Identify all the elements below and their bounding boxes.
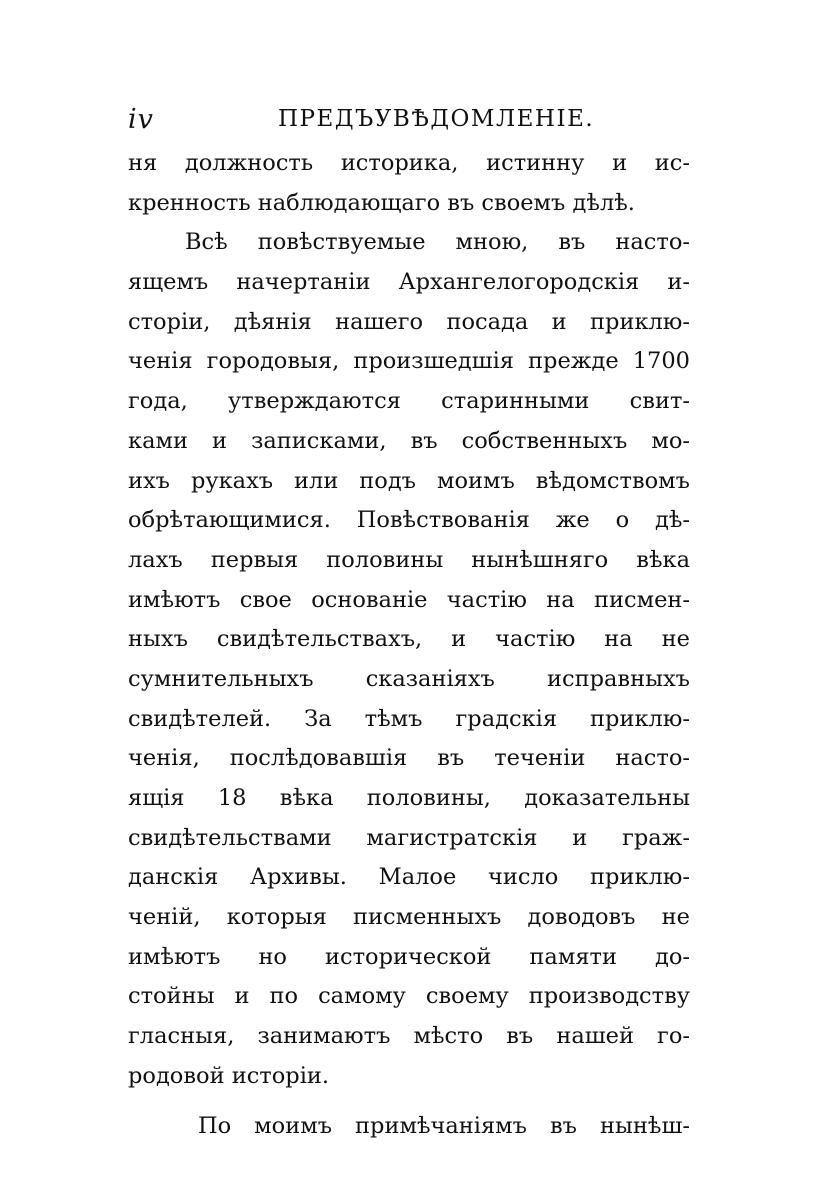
text-line: ящія 18 вѣка половины, доказательны — [128, 785, 690, 811]
text-line: свидѣтельствами магистратскія и граж- — [128, 824, 690, 851]
text-line: обрѣтающимися. Повѣствованія же о дѣ- — [128, 507, 690, 534]
text-line: стойны и по самому своему производству — [128, 983, 690, 1010]
text-line: ныхъ свидѣтельствахъ, и частію на не — [128, 626, 690, 653]
text-line: года, утверждаются старинными свит- — [128, 388, 690, 415]
page-header — [128, 104, 688, 144]
paragraph-first-line: По моимъ примѣчаніямъ въ нынѣш- — [198, 1112, 690, 1139]
text-line: лахъ первыя половины нынѣшняго вѣка — [128, 546, 690, 573]
paragraph-gap — [128, 1097, 690, 1107]
text-line: ящемъ начертаніи Архангелогородскія и- — [128, 269, 690, 296]
text-line: ченія городовыя, произшедшія прежде 1700 — [128, 348, 690, 375]
text-line: ихъ рукахъ или подъ моимъ вѣдомствомъ — [128, 467, 690, 494]
text-line: данскія Архивы. Малое число приклю- — [128, 864, 690, 891]
text-line: имѣютъ но исторической памяти до- — [128, 943, 690, 970]
paragraph-first-line: Всѣ повѣствуемые мною, въ насто- — [185, 229, 690, 256]
text-line: свидѣтелей. За тѣмъ градскія приклю- — [128, 705, 690, 732]
text-line: сторіи, дѣянія нашего посада и приклю- — [128, 308, 690, 335]
running-head: ПРЕДЪУВѢДОМЛЕНІЕ. — [278, 106, 595, 132]
text-line: имѣютъ свое основаніе частію на писмен- — [128, 586, 690, 613]
text-line: ченій, которыя писменныхъ доводовъ не — [128, 904, 690, 931]
text-line: гласныя, занимаютъ мѣсто въ нашей го- — [128, 1023, 690, 1050]
text-line: ня должность историка, истинну и ис- — [128, 150, 690, 176]
page-number: iv — [128, 104, 154, 135]
text-line: кренность наблюдающаго въ своемъ дѣлѣ. — [128, 189, 635, 216]
body-text — [128, 144, 690, 1146]
paragraph-last-line: родовой исторіи. — [128, 1062, 330, 1089]
text-line: ками и записками, въ собственныхъ мо- — [128, 427, 690, 454]
text-line: сумнительныхъ сказаніяхъ исправныхъ — [128, 665, 690, 692]
text-line: ченія, послѣдовавшія въ теченіи насто- — [128, 745, 690, 772]
